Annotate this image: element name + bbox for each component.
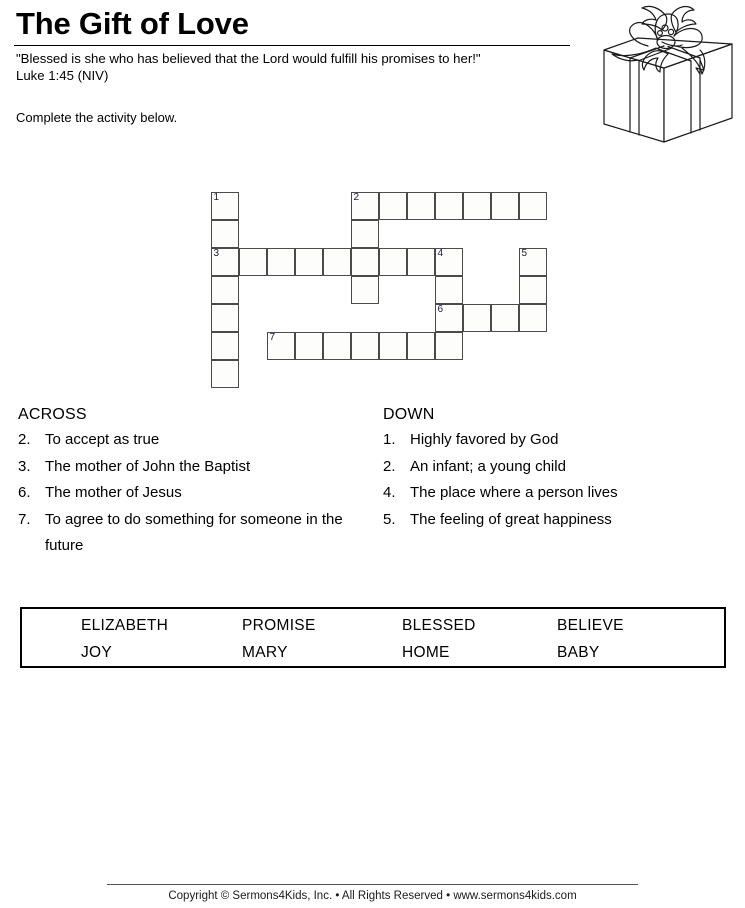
crossword-grid-container	[211, 192, 551, 392]
crossword-cell-r4-c9[interactable]	[463, 304, 491, 332]
word-bank	[20, 607, 726, 668]
word-bank-row	[22, 612, 724, 639]
crossword-cell-r0-c7[interactable]	[407, 192, 435, 220]
word-bank-word-promise: PROMISE	[242, 616, 316, 634]
crossword-cell-r2-c8[interactable]	[435, 248, 463, 276]
crossword-cell-r0-c10[interactable]	[491, 192, 519, 220]
clue-number: 7.	[18, 510, 31, 528]
page-title: The Gift of Love	[16, 6, 249, 41]
clue-number: 3.	[18, 457, 31, 475]
clue-text: Highly favored by God	[410, 431, 559, 448]
cell-number-4: 4	[437, 248, 444, 259]
crossword-cell-r0-c8[interactable]	[435, 192, 463, 220]
crossword-cell-r0-c0[interactable]	[211, 192, 239, 220]
crossword-cell-r2-c11[interactable]	[519, 248, 547, 276]
gift-box-icon	[586, 2, 741, 147]
across-clue-list	[18, 427, 383, 560]
down-clue-2	[383, 454, 728, 481]
crossword-grid[interactable]	[211, 192, 551, 392]
crossword-cell-r0-c5[interactable]	[351, 192, 379, 220]
crossword-cell-r2-c4[interactable]	[323, 248, 351, 276]
crossword-cell-r5-c0[interactable]	[211, 332, 239, 360]
word-bank-word-elizabeth: ELIZABETH	[81, 616, 169, 634]
word-bank-word-blessed: BLESSED	[402, 616, 476, 634]
crossword-cell-r4-c8[interactable]	[435, 304, 463, 332]
title-divider	[14, 45, 570, 46]
crossword-cell-r3-c0[interactable]	[211, 276, 239, 304]
scripture-verse	[14, 50, 574, 84]
clue-text: The mother of John the Baptist	[45, 457, 251, 475]
word-bank-word-joy: JOY	[81, 643, 113, 661]
crossword-cell-r2-c5[interactable]	[351, 248, 379, 276]
clue-text: The mother of Jesus	[45, 484, 182, 501]
copyright-footer: Copyright © Sermons4Kids, Inc. • All Rights Reserved • www.sermons4kids.com	[168, 890, 577, 902]
across-clues-column	[18, 402, 383, 560]
crossword-cell-r5-c7[interactable]	[407, 332, 435, 360]
clue-number: 4.	[383, 484, 396, 501]
across-heading: ACROSS	[18, 406, 87, 423]
clues-section	[18, 402, 728, 560]
down-clue-4	[383, 480, 728, 507]
clue-text: The feeling of great happiness	[410, 510, 612, 528]
worksheet-header	[14, 6, 574, 125]
crossword-cell-r5-c4[interactable]	[323, 332, 351, 360]
word-bank-word-believe: BELIEVE	[557, 616, 624, 634]
crossword-cell-r1-c0[interactable]	[211, 220, 239, 248]
crossword-cell-r4-c10[interactable]	[491, 304, 519, 332]
clue-text: The place where a person lives	[410, 484, 618, 501]
down-heading: DOWN	[383, 406, 435, 423]
cell-number-1: 1	[213, 192, 220, 203]
crossword-cell-r2-c3[interactable]	[295, 248, 323, 276]
across-clue-3	[18, 454, 383, 481]
down-clue-1	[383, 427, 728, 454]
cell-number-6: 6	[437, 304, 444, 315]
word-bank-word-home: HOME	[402, 643, 450, 661]
instruction-text: Complete the activity below.	[16, 110, 178, 125]
crossword-cell-r1-c5[interactable]	[351, 220, 379, 248]
crossword-cell-r2-c0[interactable]	[211, 248, 239, 276]
footer-divider	[107, 884, 638, 885]
word-bank-word-mary: MARY	[242, 643, 288, 661]
crossword-cell-r0-c11[interactable]	[519, 192, 547, 220]
cell-number-7: 7	[269, 332, 276, 343]
clue-text: To accept as true	[45, 431, 160, 448]
crossword-cell-r3-c11[interactable]	[519, 276, 547, 304]
clue-text: An infant; a young child	[410, 457, 566, 475]
across-clue-7	[18, 507, 383, 560]
cell-number-3: 3	[213, 248, 220, 259]
clue-number: 5.	[383, 510, 396, 528]
clue-number: 1.	[383, 431, 396, 448]
verse-reference: Luke 1:45 (NIV)	[16, 68, 109, 83]
crossword-cell-r0-c6[interactable]	[379, 192, 407, 220]
crossword-cell-r2-c7[interactable]	[407, 248, 435, 276]
crossword-cell-r5-c2[interactable]	[267, 332, 295, 360]
across-clue-6	[18, 480, 383, 507]
word-bank-word-baby: BABY	[557, 643, 600, 661]
crossword-cell-r0-c9[interactable]	[463, 192, 491, 220]
crossword-cell-r2-c2[interactable]	[267, 248, 295, 276]
across-clue-2	[18, 427, 383, 454]
crossword-cell-r3-c5[interactable]	[351, 276, 379, 304]
crossword-cell-r2-c1[interactable]	[239, 248, 267, 276]
down-clue-list	[383, 427, 728, 533]
crossword-cell-r5-c5[interactable]	[351, 332, 379, 360]
clue-text: To agree to do something for someone in the future	[45, 510, 343, 554]
word-bank-row	[22, 639, 724, 666]
clue-number: 6.	[18, 484, 31, 501]
clue-number: 2.	[18, 431, 31, 448]
cell-number-2: 2	[353, 192, 360, 203]
down-clues-column	[383, 402, 728, 560]
cell-number-5: 5	[521, 248, 528, 259]
crossword-cell-r6-c0[interactable]	[211, 360, 239, 388]
clue-number: 2.	[383, 457, 396, 475]
crossword-cell-r4-c0[interactable]	[211, 304, 239, 332]
crossword-cell-r5-c8[interactable]	[435, 332, 463, 360]
crossword-cell-r4-c11[interactable]	[519, 304, 547, 332]
down-clue-5	[383, 507, 728, 534]
verse-line-1: "Blessed is she who has believed that the Lord would fulfill his promises to her!"	[16, 51, 481, 66]
crossword-cell-r3-c8[interactable]	[435, 276, 463, 304]
crossword-cell-r5-c6[interactable]	[379, 332, 407, 360]
crossword-cell-r5-c3[interactable]	[295, 332, 323, 360]
crossword-cell-r2-c6[interactable]	[379, 248, 407, 276]
